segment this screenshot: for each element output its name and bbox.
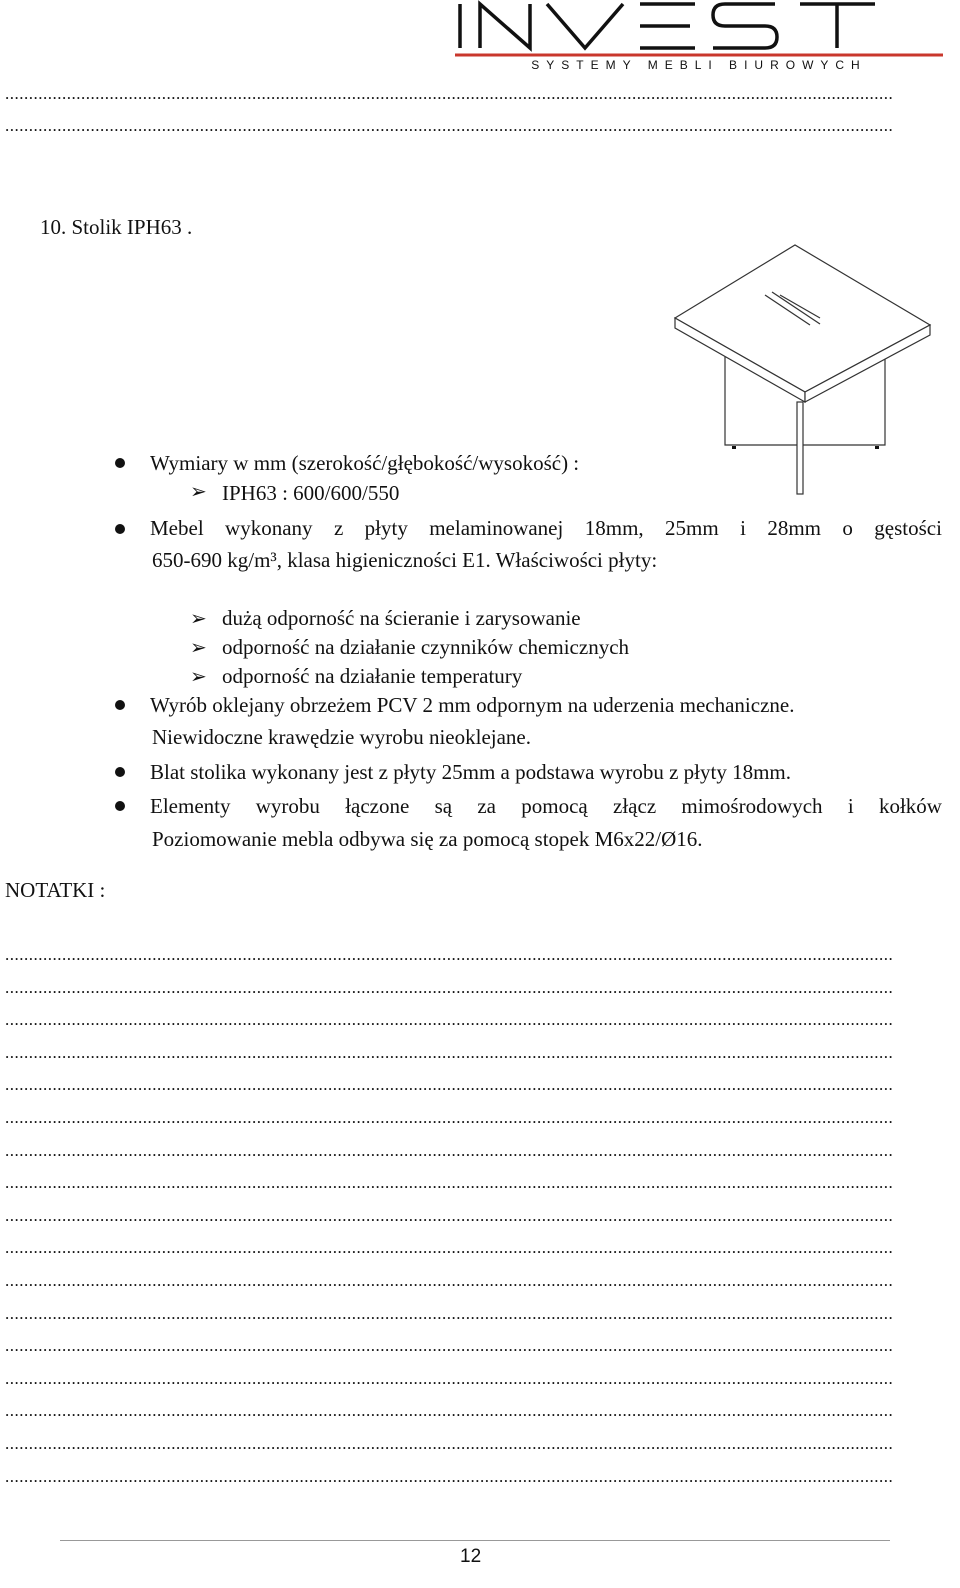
- notes-dotted-line: ...........................................................................................................................................................................................: [5, 1042, 894, 1062]
- joints-line-1: [150, 792, 942, 820]
- word: melaminowanej: [429, 516, 564, 540]
- notes-dotted-line: ...........................................................................................................................................................................................: [5, 1173, 894, 1193]
- invest-logo-graphic: [455, 0, 950, 72]
- section-title: 10. Stolik IPH63 .: [40, 215, 193, 239]
- page-number: 12: [460, 1546, 482, 1567]
- notes-dotted-line: ...........................................................................................................................................................................................: [5, 1205, 894, 1225]
- word: Mebel: [150, 516, 204, 540]
- arrow-bullet-icon: ➢: [190, 608, 207, 630]
- property-item: odporność na działanie temperatury: [222, 664, 523, 688]
- edging-line-2: Niewidoczne krawędzie wyrobu nieoklejane.: [152, 725, 532, 749]
- word: z: [333, 516, 344, 540]
- word: 25mm: [665, 516, 719, 540]
- footer-divider: [60, 1540, 890, 1541]
- bullet-icon: [115, 767, 125, 777]
- arrow-bullet-icon: ➢: [190, 481, 207, 503]
- arrow-bullet-icon: ➢: [190, 637, 207, 659]
- word: i: [847, 794, 854, 818]
- notes-dotted-line: ...........................................................................................................................................................................................: [5, 1401, 894, 1421]
- notes-dotted-line: ...........................................................................................................................................................................................: [5, 945, 894, 964]
- bullet-icon: [115, 458, 125, 468]
- bullet-icon: [115, 801, 125, 811]
- word: pomocą: [521, 794, 588, 818]
- dotted-line: ...........................................................................................................................................................................................: [5, 116, 894, 135]
- word: za: [477, 794, 496, 818]
- notes-dotted-line: ...........................................................................................................................................................................................: [5, 1140, 894, 1160]
- arrow-bullet-icon: ➢: [190, 666, 207, 688]
- table-illustration: [670, 240, 940, 500]
- bullet-icon: [115, 700, 125, 710]
- word: 28mm: [767, 516, 822, 540]
- material-line-2: 650-690 kg/m³, klasa higieniczności E1. Właściwości płyty:: [152, 548, 658, 572]
- material-line-1: [150, 514, 942, 542]
- word: 18mm,: [584, 516, 644, 540]
- notes-dotted-line: ...........................................................................................................................................................................................: [5, 1466, 894, 1486]
- dimensions-label: Wymiary w mm (szerokość/głębokość/wysokość) :: [150, 451, 580, 475]
- notes-dotted-line: ...........................................................................................................................................................................................: [5, 1075, 894, 1095]
- word: o: [842, 516, 853, 540]
- notes-dotted-line: ...........................................................................................................................................................................................: [5, 1010, 894, 1030]
- word: złącz: [613, 794, 657, 818]
- word: i: [740, 516, 746, 540]
- logo-subtitle: SYSTEMY MEBLI BIUROWYCH: [531, 58, 867, 72]
- top-info: Blat stolika wykonany jest z płyty 25mm a podstawa wyrobu z płyty 18mm.: [150, 760, 792, 784]
- notes-dotted-line: ...........................................................................................................................................................................................: [5, 1238, 894, 1258]
- word: wyrobu: [255, 794, 320, 818]
- word: kołków: [878, 794, 942, 818]
- word: są: [434, 794, 453, 818]
- notes-label: NOTATKI :: [5, 878, 106, 902]
- word: łączone: [345, 794, 410, 818]
- notes-dotted-line: ...........................................................................................................................................................................................: [5, 1434, 894, 1453]
- property-item: odporność na działanie czynników chemicznych: [222, 635, 630, 659]
- notes-dotted-line: ...........................................................................................................................................................................................: [5, 1368, 894, 1388]
- bullet-icon: [115, 524, 125, 534]
- dimensions-value: IPH63 : 600/600/550: [222, 481, 400, 505]
- property-item: dużą odporność na ścieranie i zarysowanie: [222, 606, 581, 630]
- company-logo: [455, 0, 950, 72]
- word: wykonany: [225, 516, 313, 540]
- notes-dotted-line: ...........................................................................................................................................................................................: [5, 977, 894, 997]
- notes-dotted-line: ...........................................................................................................................................................................................: [5, 1336, 894, 1356]
- notes-dotted-line: ...........................................................................................................................................................................................: [5, 1108, 894, 1127]
- word: Elementy: [150, 794, 231, 818]
- word: płyty: [364, 516, 408, 540]
- notes-dotted-line: ...........................................................................................................................................................................................: [5, 1271, 894, 1290]
- edging-line-1: Wyrób oklejany obrzeżem PCV 2 mm odpornym na uderzenia mechaniczne.: [150, 693, 795, 717]
- word: mimośrodowych: [681, 794, 823, 818]
- dotted-line: ...........................................................................................................................................................................................: [5, 84, 894, 103]
- notes-dotted-line: ...........................................................................................................................................................................................: [5, 1303, 894, 1323]
- joints-line-2: Poziomowanie mebla odbywa się za pomocą stopek M6x22/Ø16.: [152, 827, 703, 851]
- word: gęstości: [874, 516, 942, 540]
